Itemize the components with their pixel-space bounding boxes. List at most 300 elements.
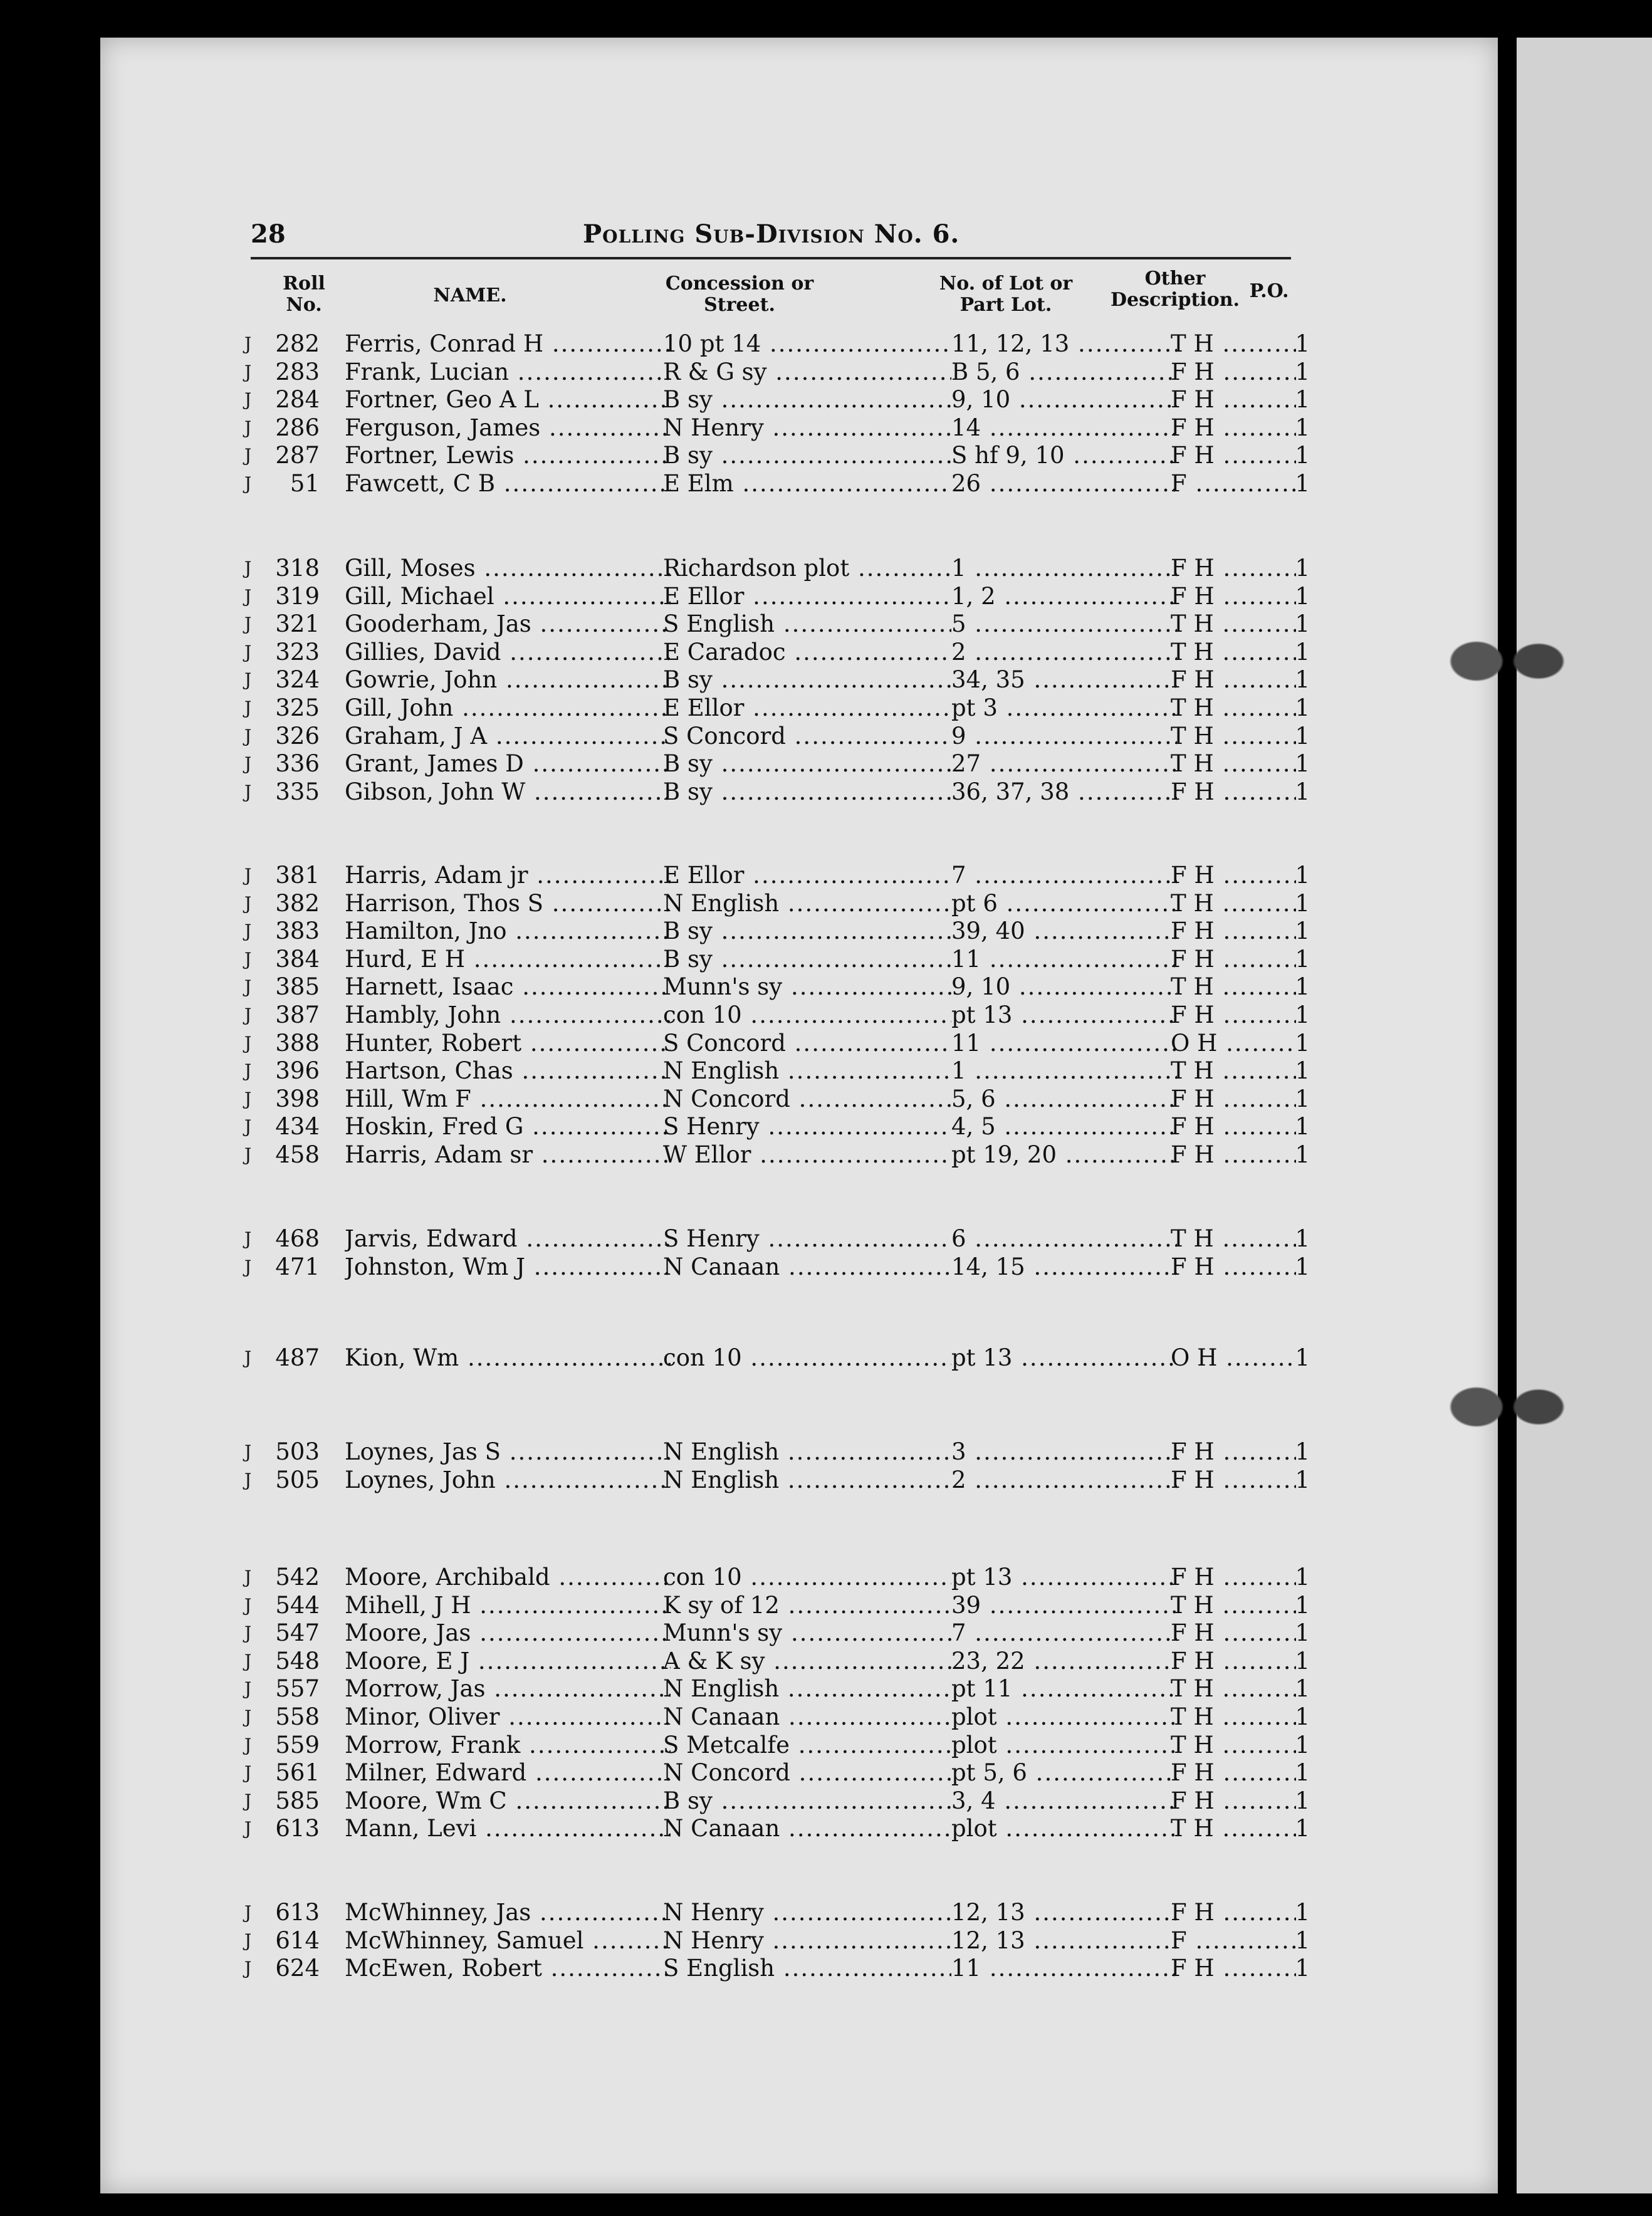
post-office: 1	[1295, 639, 1310, 666]
table-row	[244, 723, 1310, 750]
lot-number: 2 .....	[951, 639, 1177, 666]
roll-number: 335	[275, 778, 320, 805]
voter-name: Harnett, Isaac .....	[345, 973, 671, 1001]
concession-or-street: B sy .....	[663, 917, 951, 945]
roll-prefix: J	[244, 1595, 252, 1616]
lot-number: plot .....	[951, 1732, 1177, 1759]
roll-prefix: J	[244, 1902, 252, 1923]
table-row	[244, 330, 1310, 358]
lot-number: 27 .....	[951, 750, 1177, 778]
voter-name: Hartson, Chas .....	[345, 1057, 671, 1085]
roll-number: 561	[275, 1759, 320, 1786]
roll-number: 559	[275, 1732, 320, 1759]
roll-prefix: J	[244, 949, 252, 970]
other-description: F H .....	[1171, 666, 1296, 694]
other-description: F H .....	[1171, 1759, 1296, 1787]
concession-or-street: N Canaan .....	[663, 1703, 951, 1731]
lot-number: S hf 9, 10 .....	[951, 442, 1177, 469]
lot-number: 1 .....	[951, 555, 1177, 582]
voter-name: Moore, E J .....	[345, 1648, 671, 1675]
roll-prefix: J	[244, 1651, 252, 1671]
post-office: 1	[1295, 1787, 1310, 1814]
post-office: 1	[1295, 723, 1310, 750]
roll-number: 614	[275, 1927, 320, 1954]
roll-prefix: J	[244, 417, 252, 438]
concession-or-street: N Canaan .....	[663, 1815, 951, 1842]
voter-name: Ferris, Conrad H .....	[345, 330, 671, 358]
table-row	[244, 1253, 1310, 1281]
lot-number: 36, 37, 38 .....	[951, 778, 1177, 806]
voter-name: Hoskin, Fred G .....	[345, 1113, 671, 1141]
post-office: 1	[1295, 946, 1310, 973]
voter-name: Hambly, John .....	[345, 1001, 671, 1029]
other-description: T H .....	[1171, 1703, 1296, 1731]
post-office: 1	[1295, 694, 1310, 721]
roll-number: 381	[275, 862, 320, 889]
post-office: 1	[1295, 1619, 1310, 1646]
concession-or-street: con 10 .....	[663, 1344, 951, 1372]
concession-or-street: S Metcalfe .....	[663, 1732, 951, 1759]
voter-name: Graham, J A .....	[345, 723, 671, 750]
column-header-name: NAME.	[433, 285, 507, 306]
other-description: F H .....	[1171, 1899, 1296, 1926]
post-office: 1	[1295, 1085, 1310, 1112]
roll-prefix: J	[244, 865, 252, 886]
roll-number: 385	[275, 973, 320, 1000]
post-office: 1	[1295, 583, 1310, 610]
roll-number: 558	[275, 1703, 320, 1730]
roll-number: 284	[275, 386, 320, 413]
post-office: 1	[1295, 666, 1310, 693]
other-description: T H .....	[1171, 723, 1296, 750]
concession-or-street: W Ellor .....	[663, 1141, 951, 1169]
post-office: 1	[1295, 610, 1310, 637]
other-description: F H .....	[1171, 1141, 1296, 1169]
lot-number: 1, 2 .....	[951, 583, 1177, 610]
other-description: T H .....	[1171, 330, 1296, 358]
post-office: 1	[1295, 973, 1310, 1000]
lot-number: 12, 13 .....	[951, 1899, 1177, 1926]
roll-prefix: J	[244, 1089, 252, 1109]
roll-prefix: J	[244, 893, 252, 914]
other-description: O H .....	[1171, 1344, 1296, 1372]
concession-or-street: E Ellor .....	[663, 694, 951, 722]
roll-prefix: J	[244, 1958, 252, 1978]
roll-prefix: J	[244, 614, 252, 634]
voter-name: Jarvis, Edward .....	[345, 1225, 671, 1253]
lot-number: 4, 5 .....	[951, 1113, 1177, 1141]
lot-number: 2 .....	[951, 1466, 1177, 1494]
roll-number: 318	[275, 555, 320, 582]
table-row	[244, 1787, 1310, 1815]
roll-prefix: J	[244, 781, 252, 802]
roll-number: 434	[275, 1113, 320, 1140]
roll-prefix: J	[244, 921, 252, 941]
lot-number: 14 .....	[951, 414, 1177, 442]
concession-or-street: E Caradoc .....	[663, 639, 951, 666]
lot-number: 23, 22 .....	[951, 1648, 1177, 1675]
lot-number: 11 .....	[951, 1955, 1177, 1982]
lot-number: 11, 12, 13 .....	[951, 330, 1177, 358]
other-description: O H .....	[1171, 1030, 1296, 1057]
roll-number: 624	[275, 1955, 320, 1982]
voter-name: Gill, Michael .....	[345, 583, 671, 610]
voter-name: Grant, James D .....	[345, 750, 671, 778]
post-office: 1	[1295, 750, 1310, 777]
concession-or-street: N Henry .....	[663, 1899, 951, 1926]
voter-name: McWhinney, Jas .....	[345, 1899, 671, 1926]
table-row	[244, 1703, 1310, 1731]
post-office: 1	[1295, 442, 1310, 469]
other-description: T H .....	[1171, 639, 1296, 666]
table-row	[244, 1899, 1310, 1926]
other-description: F H .....	[1171, 1564, 1296, 1591]
table-row	[244, 917, 1310, 945]
table-row	[244, 973, 1310, 1001]
roll-number: 325	[275, 694, 320, 721]
post-office: 1	[1295, 1648, 1310, 1675]
other-description: F H .....	[1171, 1001, 1296, 1029]
other-description: T H .....	[1171, 1057, 1296, 1085]
post-office: 1	[1295, 1955, 1310, 1982]
other-description: F H .....	[1171, 917, 1296, 945]
concession-or-street: N English .....	[663, 1057, 951, 1085]
roll-number: 384	[275, 946, 320, 973]
concession-or-street: Munn's sy .....	[663, 973, 951, 1001]
roll-number: 613	[275, 1815, 320, 1842]
concession-or-street: Munn's sy .....	[663, 1619, 951, 1647]
roll-number: 585	[275, 1787, 320, 1814]
roll-prefix: J	[244, 1257, 252, 1277]
voter-name: Gowrie, John .....	[345, 666, 671, 694]
voter-name: Johnston, Wm J .....	[345, 1253, 671, 1281]
concession-or-street: E Elm .....	[663, 470, 951, 498]
roll-prefix: J	[244, 753, 252, 774]
roll-number: 398	[275, 1085, 320, 1112]
voter-name: Hunter, Robert .....	[345, 1030, 671, 1057]
table-row	[244, 1759, 1310, 1787]
concession-or-street: B sy .....	[663, 666, 951, 694]
table-row	[244, 442, 1310, 469]
voter-name: Harris, Adam jr .....	[345, 862, 671, 889]
voter-name: Gooderham, Jas .....	[345, 610, 671, 638]
concession-or-street: B sy .....	[663, 1787, 951, 1815]
lot-number: pt 6 .....	[951, 890, 1177, 917]
roll-number: 544	[275, 1592, 320, 1619]
concession-or-street: S Concord .....	[663, 723, 951, 750]
roll-prefix: J	[244, 389, 252, 410]
table-row	[244, 694, 1310, 722]
roll-number: 542	[275, 1564, 320, 1591]
post-office: 1	[1295, 1438, 1310, 1465]
other-description: T H .....	[1171, 750, 1296, 778]
post-office: 1	[1295, 1466, 1310, 1493]
other-description: F H .....	[1171, 1085, 1296, 1113]
post-office: 1	[1295, 1703, 1310, 1730]
post-office: 1	[1295, 555, 1310, 582]
concession-or-street: B sy .....	[663, 442, 951, 469]
column-header-roll: Roll No.	[283, 273, 325, 316]
lot-number: pt 13 .....	[951, 1344, 1177, 1372]
lot-number: 3, 4 .....	[951, 1787, 1177, 1815]
voter-name: Milner, Edward .....	[345, 1759, 671, 1787]
concession-or-street: E Ellor .....	[663, 862, 951, 889]
roll-number: 283	[275, 358, 320, 385]
post-office: 1	[1295, 1001, 1310, 1028]
table-row	[244, 583, 1310, 610]
post-office: 1	[1295, 1030, 1310, 1057]
post-office: 1	[1295, 1759, 1310, 1786]
table-row	[244, 639, 1310, 666]
concession-or-street: N English .....	[663, 890, 951, 917]
voter-name: Moore, Archibald .....	[345, 1564, 671, 1591]
voter-name: Kion, Wm .....	[345, 1344, 671, 1372]
concession-or-street: N Henry .....	[663, 1927, 951, 1955]
voter-name: Morrow, Frank .....	[345, 1732, 671, 1759]
roll-number: 286	[275, 414, 320, 441]
post-office: 1	[1295, 1675, 1310, 1702]
table-row	[244, 470, 1310, 498]
roll-number: 326	[275, 723, 320, 750]
voter-name: Hill, Wm F .....	[345, 1085, 671, 1113]
roll-prefix: J	[244, 1790, 252, 1811]
roll-prefix: J	[244, 1567, 252, 1587]
concession-or-street: con 10 .....	[663, 1001, 951, 1029]
roll-number: 487	[275, 1344, 320, 1371]
concession-or-street: K sy of 12 .....	[663, 1592, 951, 1619]
post-office: 1	[1295, 1899, 1310, 1926]
concession-or-street: R & G sy .....	[663, 358, 951, 386]
lot-number: 11 .....	[951, 1030, 1177, 1057]
roll-prefix: J	[244, 1033, 252, 1053]
voter-name: Ferguson, James .....	[345, 414, 671, 442]
voter-name: Gill, Moses .....	[345, 555, 671, 582]
roll-number: 287	[275, 442, 320, 469]
lot-number: pt 19, 20 .....	[951, 1141, 1177, 1169]
roll-prefix: J	[244, 558, 252, 578]
roll-number: 468	[275, 1225, 320, 1252]
other-description: F H .....	[1171, 946, 1296, 973]
other-description: F H .....	[1171, 1619, 1296, 1647]
lot-number: 5 .....	[951, 610, 1177, 638]
other-description: T H .....	[1171, 890, 1296, 917]
other-description: T H .....	[1171, 610, 1296, 638]
concession-or-street: 10 pt 14 .....	[663, 330, 951, 358]
lot-number: pt 5, 6 .....	[951, 1759, 1177, 1787]
concession-or-street: N English .....	[663, 1675, 951, 1703]
roll-prefix: J	[244, 1144, 252, 1165]
concession-or-street: Richardson plot .....	[663, 555, 951, 582]
post-office: 1	[1295, 414, 1310, 441]
roll-prefix: J	[244, 1735, 252, 1755]
post-office: 1	[1295, 1113, 1310, 1140]
lot-number: 1 .....	[951, 1057, 1177, 1085]
lot-number: 6 .....	[951, 1225, 1177, 1253]
post-office: 1	[1295, 862, 1310, 889]
post-office: 1	[1295, 1564, 1310, 1591]
table-row	[244, 1564, 1310, 1591]
post-office: 1	[1295, 330, 1310, 357]
voter-name: McWhinney, Samuel .....	[345, 1927, 671, 1955]
roll-prefix: J	[244, 1441, 252, 1462]
other-description: T H .....	[1171, 1732, 1296, 1759]
concession-or-street: B sy .....	[663, 946, 951, 973]
other-description: F H .....	[1171, 1113, 1296, 1141]
voter-name: Harris, Adam sr .....	[345, 1141, 671, 1169]
table-row	[244, 1675, 1310, 1703]
concession-or-street: B sy .....	[663, 778, 951, 806]
other-description: T H .....	[1171, 1225, 1296, 1253]
table-row	[244, 1815, 1310, 1842]
concession-or-street: N Concord .....	[663, 1759, 951, 1787]
roll-prefix: J	[244, 976, 252, 997]
table-row	[244, 862, 1310, 889]
table-row	[244, 750, 1310, 778]
lot-number: 14, 15 .....	[951, 1253, 1177, 1281]
table-row	[244, 1648, 1310, 1675]
table-row	[244, 890, 1310, 917]
roll-number: 458	[275, 1141, 320, 1168]
voter-name: Mihell, J H .....	[345, 1592, 671, 1619]
concession-or-street: B sy .....	[663, 386, 951, 414]
other-description: F H .....	[1171, 1438, 1296, 1466]
roll-number: 51	[290, 470, 320, 497]
table-row	[244, 946, 1310, 973]
roll-number: 336	[275, 750, 320, 777]
concession-or-street: N English .....	[663, 1438, 951, 1466]
concession-or-street: N English .....	[663, 1466, 951, 1494]
post-office: 1	[1295, 917, 1310, 944]
post-office: 1	[1295, 1815, 1310, 1842]
concession-or-street: E Ellor .....	[663, 583, 951, 610]
voter-name: Fortner, Lewis .....	[345, 442, 671, 469]
concession-or-street: con 10 .....	[663, 1564, 951, 1591]
roll-number: 548	[275, 1648, 320, 1675]
roll-prefix: J	[244, 1930, 252, 1951]
post-office: 1	[1295, 1141, 1310, 1168]
column-header-po: P.O.	[1249, 280, 1289, 302]
other-description: T H .....	[1171, 694, 1296, 722]
lot-number: plot .....	[951, 1815, 1177, 1842]
table-row	[244, 1225, 1310, 1253]
roll-prefix: J	[244, 1005, 252, 1025]
other-description: F H .....	[1171, 1787, 1296, 1815]
voter-name: Moore, Jas .....	[345, 1619, 671, 1647]
roll-number: 547	[275, 1619, 320, 1646]
page-title: Polling Sub-Division No. 6.	[583, 219, 960, 249]
lot-number: 34, 35 .....	[951, 666, 1177, 694]
roll-number: 382	[275, 890, 320, 917]
voter-name: Morrow, Jas .....	[345, 1675, 671, 1703]
roll-number: 387	[275, 1001, 320, 1028]
table-row	[244, 1344, 1310, 1372]
roll-prefix: J	[244, 1060, 252, 1081]
post-office: 1	[1295, 1253, 1310, 1280]
table-row	[244, 1057, 1310, 1085]
lot-number: B 5, 6 .....	[951, 358, 1177, 386]
concession-or-street: S Concord .....	[663, 1030, 951, 1057]
roll-number: 383	[275, 917, 320, 944]
other-description: F .....	[1171, 1927, 1296, 1955]
post-office: 1	[1295, 1225, 1310, 1252]
table-row	[244, 1466, 1310, 1494]
post-office: 1	[1295, 358, 1310, 385]
lot-number: 39 .....	[951, 1592, 1177, 1619]
lot-number: pt 3 .....	[951, 694, 1177, 722]
roll-number: 321	[275, 610, 320, 637]
voter-name: Fawcett, C B .....	[345, 470, 671, 498]
voter-name: Hurd, E H .....	[345, 946, 671, 973]
roll-number: 324	[275, 666, 320, 693]
lot-number: 9, 10 .....	[951, 386, 1177, 414]
roll-prefix: J	[244, 1678, 252, 1699]
roll-prefix: J	[244, 726, 252, 746]
table-row	[244, 358, 1310, 386]
roll-prefix: J	[244, 1762, 252, 1783]
table-row	[244, 610, 1310, 638]
voter-name: Harrison, Thos S .....	[345, 890, 671, 917]
roll-prefix: J	[244, 1116, 252, 1137]
table-row	[244, 386, 1310, 414]
table-row	[244, 1113, 1310, 1141]
lot-number: 12, 13 .....	[951, 1927, 1177, 1955]
post-office: 1	[1295, 1344, 1310, 1371]
voter-name: Hamilton, Jno .....	[345, 917, 671, 945]
voter-name: Gillies, David .....	[345, 639, 671, 666]
post-office: 1	[1295, 1057, 1310, 1084]
voter-name: Loynes, John .....	[345, 1466, 671, 1494]
other-description: T H .....	[1171, 973, 1296, 1001]
roll-number: 323	[275, 639, 320, 666]
table-row	[244, 1927, 1310, 1955]
roll-prefix: J	[244, 642, 252, 662]
roll-prefix: J	[244, 1706, 252, 1727]
table-row	[244, 414, 1310, 442]
roll-number: 471	[275, 1253, 320, 1280]
roll-prefix: J	[244, 1470, 252, 1490]
lot-number: 26 .....	[951, 470, 1177, 498]
roll-prefix: J	[244, 1818, 252, 1839]
table-row	[244, 555, 1310, 582]
other-description: F H .....	[1171, 442, 1296, 469]
lot-number: 7 .....	[951, 862, 1177, 889]
column-header-lot: No. of Lot or Part Lot.	[939, 273, 1073, 316]
table-row	[244, 1619, 1310, 1647]
roll-number: 557	[275, 1675, 320, 1702]
other-description: F H .....	[1171, 1466, 1296, 1494]
voter-name: Mann, Levi .....	[345, 1815, 671, 1842]
concession-or-street: S English .....	[663, 610, 951, 638]
roll-prefix: J	[244, 333, 252, 354]
lot-number: plot .....	[951, 1703, 1177, 1731]
voter-name: Gibson, John W .....	[345, 778, 671, 806]
roll-number: 282	[275, 330, 320, 357]
lot-number: 9, 10 .....	[951, 973, 1177, 1001]
other-description: T H .....	[1171, 1592, 1296, 1619]
voter-name: Moore, Wm C .....	[345, 1787, 671, 1815]
table-row	[244, 1030, 1310, 1057]
lot-number: 9 .....	[951, 723, 1177, 750]
other-description: F H .....	[1171, 583, 1296, 610]
roll-number: 503	[275, 1438, 320, 1465]
other-description: F H .....	[1171, 862, 1296, 889]
table-row	[244, 1592, 1310, 1619]
concession-or-street: A & K sy .....	[663, 1648, 951, 1675]
page-number: 28	[251, 219, 286, 249]
table-row	[244, 1438, 1310, 1466]
roll-number: 388	[275, 1030, 320, 1057]
roll-prefix: J	[244, 473, 252, 494]
